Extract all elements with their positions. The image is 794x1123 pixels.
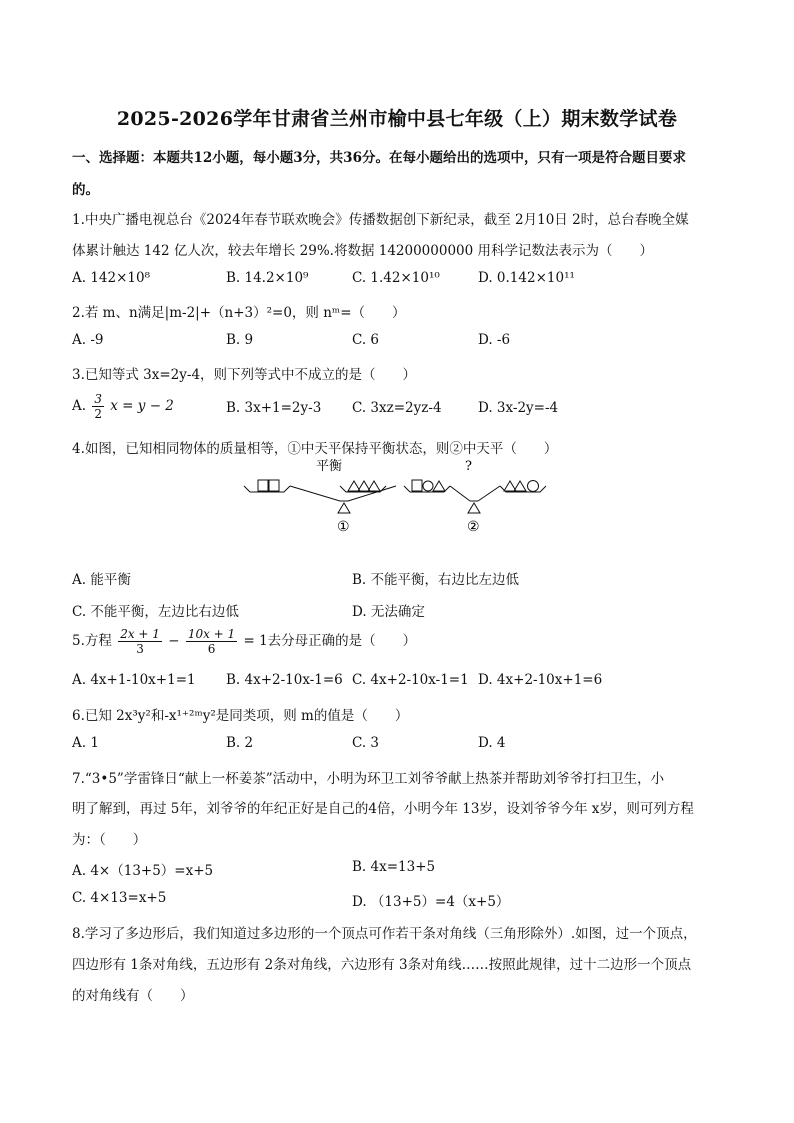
square-icon — [412, 480, 422, 491]
q7-stem-line1: 7.“3•5”学雷锋日“献上一杯姜茶”活动中，小明为环卫工刘爷爷献上热茶并帮助刘爷爷打扫卫生，小 — [72, 771, 665, 787]
q8-stem-line2: 四边形有 1条对角线，五边形有 2条对角线，六边形有 3条对角线……按照此规律，过十二边形一个顶点 — [72, 957, 692, 973]
q7-option-d: D. （13+5）=4（x+5） — [352, 894, 510, 910]
q6-option-b: B. 2 — [226, 735, 254, 751]
q3-option-a — [72, 392, 174, 421]
q8-stem-line3: 的对角线有（ ） — [72, 988, 194, 1004]
triangle-icon — [348, 481, 360, 491]
q6-option-c: C. 3 — [352, 735, 380, 751]
square-icon — [269, 480, 279, 491]
q7-option-a: A. 4×（13+5）=x+5 — [72, 863, 214, 879]
balance-scale-figure — [240, 455, 550, 540]
balance-mark-1: ① — [337, 519, 350, 535]
triangle-icon — [368, 481, 380, 491]
q1-stem-line1: 1.中央广播电视总台《2024年春节联欢晚会》传播数据创下新纪录，截至 2月10日 2时，总台春晚全媒 — [72, 212, 689, 228]
q5-option-d: D. 4x+2-10x+1=6 — [478, 672, 603, 688]
q1-option-b: B. 14.2×10⁹ — [226, 270, 309, 286]
q7-option-b: B. 4x=13+5 — [352, 859, 436, 875]
q1-stem-line2: 体累计触达 142 亿人次，较去年增长 29%.将数据 14200000000 用科学记数法表示为（ ） — [72, 243, 654, 259]
q3-fraction-denominator: 2 — [94, 407, 102, 421]
q5-option-a: A. 4x+1-10x+1=1 — [72, 672, 196, 688]
q1-option-a: A. 142×10⁸ — [72, 270, 151, 286]
triangle-icon — [504, 481, 516, 491]
q1-option-d: D. 0.142×10¹¹ — [478, 270, 575, 286]
q5-fraction-2-numerator: 10x + 1 — [187, 627, 236, 641]
balance-label-2: ? — [465, 459, 472, 474]
q2-option-b: B. 9 — [226, 332, 254, 348]
q5-fraction-2 — [186, 627, 237, 656]
q5-option-c: C. 4x+2-10x-1=1 — [352, 672, 469, 688]
q2-stem: 2.若 m、n满足|m-2|+（n+3）²=0，则 nᵐ=（ ） — [72, 305, 406, 321]
q5-fraction-1-denominator: 3 — [136, 642, 144, 656]
square-icon — [258, 480, 268, 491]
q3-option-a-expression: x = y − 2 — [110, 398, 174, 414]
q2-option-c: C. 6 — [352, 332, 380, 348]
page-title: 2025-2026学年甘肃省兰州市榆中县七年级（上）期末数学试卷 — [116, 108, 678, 130]
q5-stem — [72, 627, 416, 656]
q5-fraction-1 — [118, 627, 162, 656]
q8-stem-line1: 8.学习了多边形后，我们知道过多边形的一个顶点可作若干条对角线（三角形除外）.如图，过一个顶点， — [72, 926, 697, 942]
fulcrum-icon — [468, 503, 480, 513]
q7-option-c: C. 4×13=x+5 — [72, 890, 167, 906]
q3-fraction-numerator: 3 — [94, 392, 102, 406]
q3-option-c: C. 3xz=2yz-4 — [352, 400, 442, 416]
section-instructions-line2: 的。 — [72, 182, 99, 198]
triangle-icon — [433, 481, 445, 491]
q7-stem-line3: 为：（ ） — [72, 832, 147, 848]
balance-scale-1 — [244, 459, 396, 535]
q1-option-c: C. 1.42×10¹⁰ — [352, 270, 440, 286]
q3-option-d: D. 3x-2y=-4 — [478, 400, 559, 416]
q6-option-a: A. 1 — [72, 735, 99, 751]
triangle-icon — [514, 481, 526, 491]
q6-option-d: D. 4 — [478, 735, 506, 751]
q6-stem: 6.已知 2x³y²和-x¹⁺²ᵐy²是同类项，则 m的值是（ ） — [72, 708, 409, 724]
fulcrum-icon — [338, 503, 350, 513]
q4-stem: 4.如图，已知相同物体的质量相等，①中天平保持平衡状态，则②中天平（ ） — [72, 441, 558, 457]
q2-option-d: D. -6 — [478, 332, 511, 348]
q7-stem-line2: 明了解到，再过 5年，刘爷爷的年纪正好是自己的4倍，小明今年 13岁，设刘爷爷今年 x岁，则可列方程 — [72, 801, 694, 817]
triangle-icon — [358, 481, 370, 491]
q3-option-b: B. 3x+1=2y-3 — [226, 400, 322, 416]
balance-scale-2 — [404, 459, 546, 535]
q5-fraction-1-numerator: 2x + 1 — [120, 627, 160, 641]
q5-rest: = 1去分母正确的是（ ） — [243, 633, 417, 649]
q4-option-b: B. 不能平衡，右边比左边低 — [352, 572, 520, 588]
q3-stem: 3.已知等式 3x=2y-4，则下列等式中不成立的是（ ） — [72, 367, 417, 383]
q5-prefix: 5.方程 — [72, 633, 112, 649]
q5-fraction-2-denominator: 6 — [207, 642, 216, 656]
q3-option-a-fraction — [92, 392, 104, 421]
balance-mark-2: ② — [467, 519, 480, 535]
q2-option-a: A. -9 — [72, 332, 104, 348]
q4-option-c: C. 不能平衡，左边比右边低 — [72, 604, 239, 620]
balance-label-1: 平衡 — [316, 459, 343, 474]
section-instructions-line1: 一、选择题：本题共12小题，每小题3分，共36分。在每小题给出的选项中，只有一项是符合题目要求 — [72, 150, 686, 166]
q3-option-a-prefix: A. — [72, 398, 87, 414]
q4-option-d: D. 无法确定 — [352, 604, 425, 620]
q5-minus: − — [168, 633, 180, 649]
q5-option-b: B. 4x+2-10x-1=6 — [226, 672, 343, 688]
circle-icon — [423, 481, 433, 491]
circle-icon — [528, 481, 539, 492]
q4-option-a: A. 能平衡 — [72, 572, 131, 588]
